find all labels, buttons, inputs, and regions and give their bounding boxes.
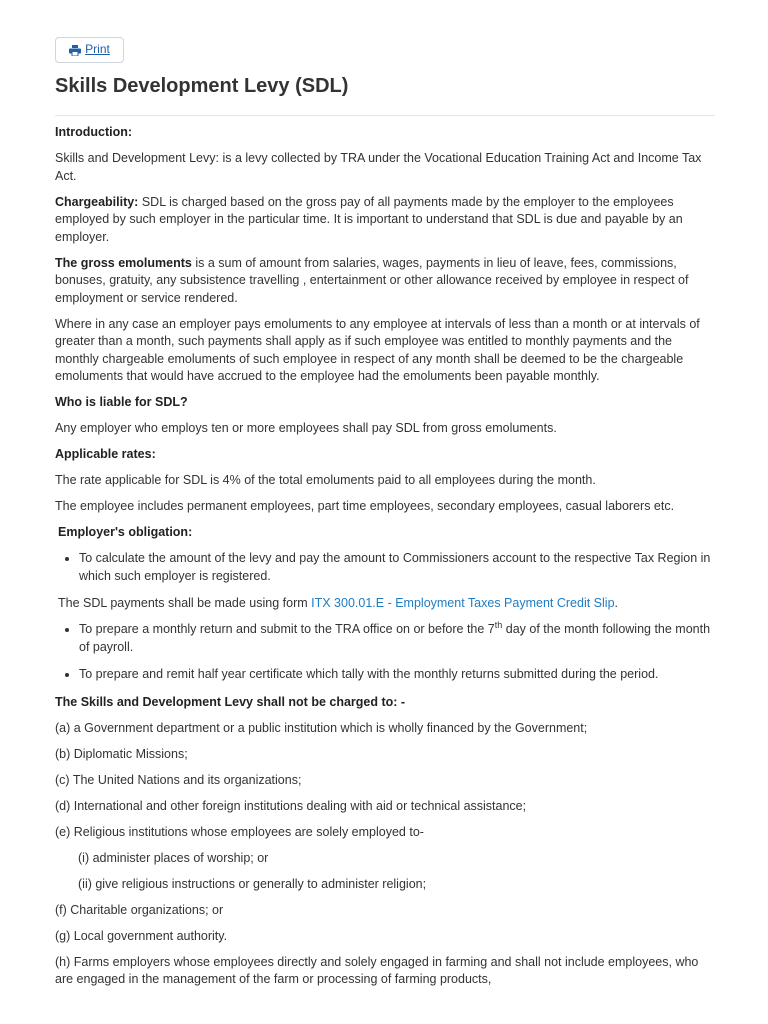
obligation-list-2 xyxy=(55,621,715,684)
gross-emoluments-label: The gross emoluments xyxy=(55,255,192,270)
exempt-item-e: (e) Religious institutions whose employees are solely employed to- xyxy=(55,824,424,839)
title-divider xyxy=(55,115,715,116)
liable-text: Any employer who employs ten or more employees shall pay SDL from gross emoluments. xyxy=(55,421,557,435)
intervals-paragraph: Where in any case an employer pays emoluments to any employee at intervals of less than a month or at intervals of greater than a month, such payments shall apply as if such employee was entitled to monthly payments and the monthly chargeable emoluments of such employee in respect of any month shall be deemed to be the chargeable emoluments that would have accrued to the employee had the emoluments been payable monthly. xyxy=(55,316,700,383)
exempt-item-b: (b) Diplomatic Missions; xyxy=(55,746,188,761)
payment-form-paragraph: The SDL payments shall be made using form ITX 300.01.E - Employment Taxes Payment Credit Slip. xyxy=(58,596,619,610)
employee-text: The employee includes permanent employees, part time employees, secondary employees, casual laborers etc. xyxy=(55,499,675,513)
list-item: • To calculate the amount of the levy and pay the amount to Commissioners account to the respective Tax Region in which such employer is registered. xyxy=(79,550,715,585)
obligation-heading: Employer's obligation: xyxy=(58,525,193,539)
list-item: • To prepare and remit half year certificate which tally with the monthly returns submitted during the period. xyxy=(79,666,715,684)
gross-emoluments-text: is a sum of amount from salaries, wages, payments in lieu of leave, fees, commissions, bonuses, gratuity, any subsistence travelling , entertainment or other allowance received by employee in respect of employment or service rendered. xyxy=(55,255,689,305)
rates-heading: Applicable rates: xyxy=(55,447,156,461)
chargeability-text: SDL is charged based on the gross pay of all payments made by the employer to the employees employed by such employer in the particular time. It is important to understand that SDL is due and payable by an employer. xyxy=(55,194,683,244)
print-button[interactable] xyxy=(55,37,124,63)
chargeability-paragraph xyxy=(55,194,715,247)
exempt-heading: The Skills and Development Levy shall not be charged to: - xyxy=(55,694,406,709)
print-button-label: Print xyxy=(85,42,110,57)
page-title: Skills Development Levy (SDL) xyxy=(55,75,349,97)
gross-emoluments-paragraph xyxy=(55,255,715,308)
obligation-list xyxy=(55,550,715,585)
intro-heading: Introduction: xyxy=(55,125,133,139)
intro-text: Skills and Development Levy: is a levy collected by TRA under the Vocational Education Training Act and Income Tax Act. xyxy=(55,151,702,183)
chargeability-label: Chargeability: xyxy=(55,194,139,209)
list-item: • To prepare a monthly return and submit to the TRA office on or before the 7th day of the month following the month of payroll. xyxy=(79,621,715,656)
religious-subitem-ii: (ii) give religious instructions or generally to administer religion; xyxy=(78,876,427,891)
exempt-item-f: (f) Charitable organizations; or xyxy=(55,902,224,917)
religious-subitem-i: (i) administer places of worship; or xyxy=(78,850,269,865)
liable-heading: Who is liable for SDL? xyxy=(55,395,188,409)
exempt-item-h: (h) Farms employers whose employees directly and solely engaged in farming and shall not include employees, who are engaged in the management of the farm or processing of farming products, xyxy=(55,954,699,986)
printer-icon xyxy=(69,45,81,56)
exempt-item-d: (d) International and other foreign institutions dealing with aid or technical assistance; xyxy=(55,798,527,813)
payment-credit-slip-link[interactable]: ITX 300.01.E - Employment Taxes Payment Credit Slip xyxy=(311,596,615,610)
exempt-item-c: (c) The United Nations and its organizations; xyxy=(55,772,302,787)
rates-text: The rate applicable for SDL is 4% of the total emoluments paid to all employees during the month. xyxy=(55,473,596,487)
exempt-item-g: (g) Local government authority. xyxy=(55,928,228,943)
exempt-item-a: (a) a Government department or a public institution which is wholly financed by the Government; xyxy=(55,720,588,735)
article-body xyxy=(55,124,715,997)
